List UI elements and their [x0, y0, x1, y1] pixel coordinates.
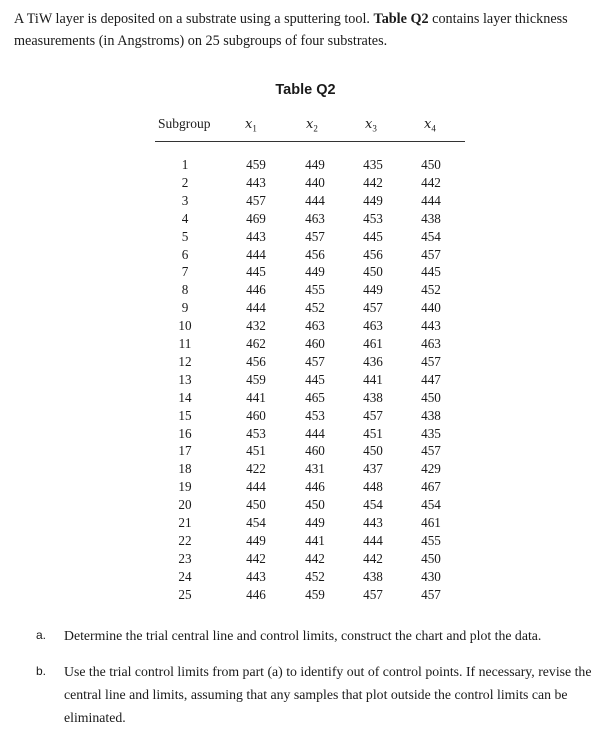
subgroup-cell: 25 — [178, 586, 192, 602]
measurement-cell: 457 — [421, 443, 441, 459]
measurement-cell: 450 — [421, 157, 441, 172]
measurement-cell: 442 — [363, 174, 383, 190]
measurement-cell: 460 — [305, 336, 325, 351]
measurement-cell: 431 — [305, 461, 325, 477]
subgroup-cell: 7 — [181, 264, 189, 280]
measurement-cell: 445 — [305, 371, 325, 387]
measurement-cell: 463 — [305, 210, 325, 226]
subgroup-cell: 12 — [178, 353, 192, 369]
measurement-cell: 462 — [246, 336, 266, 351]
measurement-cell: 444 — [246, 246, 266, 262]
measurement-cell: 457 — [363, 407, 383, 423]
question-a-label: a. — [36, 628, 47, 642]
measurement-cell: 457 — [305, 353, 325, 369]
measurement-cell: 459 — [246, 371, 266, 387]
measurement-cell: 461 — [363, 336, 383, 351]
subgroup-cell: 6 — [181, 246, 189, 262]
measurement-cell: 435 — [421, 425, 441, 441]
measurement-cell: 422 — [246, 461, 266, 477]
header-x4 — [424, 116, 436, 134]
measurement-cell: 437 — [363, 461, 383, 477]
measurement-cell: 460 — [246, 407, 266, 423]
measurement-cell: 449 — [363, 192, 383, 208]
header-x4-sub: 4 — [431, 123, 436, 134]
subgroup-cell: 8 — [181, 282, 189, 298]
measurement-cell: 457 — [363, 300, 383, 316]
measurement-cell: 442 — [246, 550, 266, 566]
header-x3 — [365, 116, 377, 134]
measurement-cell: 429 — [421, 461, 441, 477]
measurement-cell: 430 — [421, 568, 441, 584]
measurement-cell: 446 — [246, 586, 266, 602]
measurement-cell: 459 — [246, 157, 266, 172]
measurement-cell: 459 — [305, 586, 325, 602]
header-divider — [155, 141, 465, 142]
measurement-cell: 449 — [305, 515, 325, 530]
measurement-cell: 465 — [305, 389, 325, 405]
measurement-cell: 438 — [363, 568, 383, 584]
subgroup-cell: 10 — [178, 318, 192, 334]
subgroup-cell: 9 — [181, 300, 189, 316]
measurement-cell: 456 — [305, 246, 325, 262]
subgroup-cell: 3 — [181, 192, 189, 208]
measurement-cell: 451 — [246, 443, 266, 459]
subgroup-cell: 2 — [181, 174, 189, 190]
measurement-cell: 450 — [363, 443, 383, 459]
measurement-cell: 447 — [421, 371, 441, 387]
header-x2 — [306, 116, 318, 134]
measurement-cell: 450 — [305, 497, 325, 513]
measurement-cell: 460 — [305, 443, 325, 459]
question-b-text: Use the trial control limits from part (a) to identify out of control points. If necessary, revise the central line and limits, assuming that any samples that plot outside the control limits can be eliminated. — [64, 664, 592, 725]
measurement-cell: 452 — [305, 568, 325, 584]
measurement-cell: 440 — [421, 300, 441, 316]
measurement-cell: 452 — [305, 300, 325, 316]
measurement-cell: 457 — [246, 192, 266, 208]
measurement-cell: 455 — [421, 532, 441, 548]
subgroup-cell: 5 — [181, 228, 189, 244]
measurement-cell: 441 — [363, 371, 383, 387]
measurement-cell: 445 — [246, 264, 266, 280]
table-reference: Table Q2 — [373, 11, 429, 27]
measurement-cell: 452 — [421, 282, 441, 298]
measurement-cell: 449 — [246, 532, 266, 548]
measurement-cell: 440 — [305, 174, 325, 190]
measurement-cell: 445 — [363, 228, 383, 244]
subgroup-cell: 23 — [178, 550, 192, 566]
header-x3-sub: 3 — [372, 123, 377, 134]
question-b-label: b. — [36, 664, 47, 678]
measurement-cell: 436 — [363, 353, 383, 369]
question-a-text: Determine the trial central line and control limits, construct the chart and plot the data. — [64, 628, 542, 643]
subgroup-cell: 22 — [178, 532, 192, 548]
measurement-cell: 442 — [363, 550, 383, 566]
measurement-cell: 457 — [421, 246, 441, 262]
measurement-cell: 444 — [305, 425, 325, 441]
measurement-cell: 450 — [363, 264, 383, 280]
measurement-cell: 445 — [421, 264, 441, 280]
measurement-cell: 444 — [363, 532, 383, 548]
measurement-cell: 444 — [305, 192, 325, 208]
measurement-cell: 451 — [363, 425, 383, 441]
subgroup-cell: 18 — [178, 461, 192, 477]
measurement-cell: 457 — [421, 586, 441, 602]
problem-intro — [14, 8, 599, 52]
measurement-cell: 438 — [421, 210, 441, 226]
measurement-cell: 443 — [421, 318, 441, 334]
measurement-cell: 446 — [246, 282, 266, 298]
intro-text-after: contains layer thickness measurements (in Angstroms) on 25 subgroups of four substrates. — [14, 11, 568, 49]
measurement-cell: 449 — [305, 157, 325, 172]
measurement-cell: 442 — [421, 174, 441, 190]
measurement-cell: 453 — [246, 425, 266, 441]
measurement-cell: 441 — [246, 389, 266, 405]
measurement-cell: 456 — [246, 353, 266, 369]
header-x3-var: x — [365, 117, 373, 132]
measurement-cell: 446 — [305, 479, 325, 495]
measurement-cell: 443 — [246, 228, 266, 244]
measurement-cell: 461 — [421, 515, 441, 530]
measurement-cell: 438 — [363, 389, 383, 405]
measurement-cell: 444 — [246, 479, 266, 495]
measurement-cell: 457 — [363, 586, 383, 602]
subgroup-cell: 15 — [178, 407, 192, 423]
measurement-cell: 443 — [246, 174, 266, 190]
measurement-cell: 444 — [246, 300, 266, 316]
measurement-cell: 438 — [421, 407, 441, 423]
measurement-cell: 453 — [305, 407, 325, 423]
measurement-cell: 454 — [421, 497, 441, 513]
table-caption: Table Q2 — [275, 82, 336, 98]
subgroup-cell: 14 — [178, 389, 192, 405]
header-x4-var: x — [424, 117, 432, 132]
measurement-cell: 454 — [246, 515, 266, 530]
subgroup-cell: 1 — [181, 157, 189, 172]
subgroup-cell: 21 — [178, 515, 192, 530]
measurement-cell: 432 — [246, 318, 266, 334]
measurement-cell: 453 — [363, 210, 383, 226]
header-subgroup: Subgroup — [158, 116, 211, 131]
subgroup-cell: 20 — [178, 497, 192, 513]
measurement-cell: 456 — [363, 246, 383, 262]
measurement-cell: 441 — [305, 532, 325, 548]
header-x1 — [245, 116, 257, 134]
measurement-cell: 454 — [363, 497, 383, 513]
measurement-cell: 467 — [421, 479, 441, 495]
subgroup-cell: 4 — [181, 210, 189, 226]
measurement-cell: 449 — [363, 282, 383, 298]
header-x2-sub: 2 — [313, 123, 318, 134]
measurement-cell: 442 — [305, 550, 325, 566]
subgroup-cell: 17 — [178, 443, 192, 459]
subgroup-cell: 24 — [178, 568, 192, 584]
measurement-cell: 450 — [421, 389, 441, 405]
intro-text-before: A TiW layer is deposited on a substrate using a sputtering tool. — [14, 11, 374, 27]
subgroup-cell: 11 — [178, 336, 192, 351]
measurement-cell: 435 — [363, 157, 383, 172]
header-x1-var: x — [245, 117, 253, 132]
measurement-cell: 455 — [305, 282, 325, 298]
measurement-cell: 463 — [363, 318, 383, 334]
header-x1-sub: 1 — [252, 123, 257, 134]
measurement-cell: 449 — [305, 264, 325, 280]
measurement-cell: 444 — [421, 192, 441, 208]
measurement-cell: 450 — [246, 497, 266, 513]
measurement-cell: 469 — [246, 210, 266, 226]
measurement-cell: 457 — [305, 228, 325, 244]
measurement-cell: 443 — [246, 568, 266, 584]
subgroup-cell: 13 — [178, 371, 192, 387]
measurement-cell: 443 — [363, 515, 383, 530]
subgroup-cell: 16 — [178, 425, 192, 441]
subgroup-cell: 19 — [178, 479, 192, 495]
measurement-cell: 448 — [363, 479, 383, 495]
measurement-cell: 463 — [305, 318, 325, 334]
measurement-cell: 454 — [421, 228, 441, 244]
measurement-cell: 463 — [421, 336, 441, 351]
header-x2-var: x — [306, 117, 314, 132]
measurement-cell: 450 — [421, 550, 441, 566]
measurement-cell: 457 — [421, 353, 441, 369]
